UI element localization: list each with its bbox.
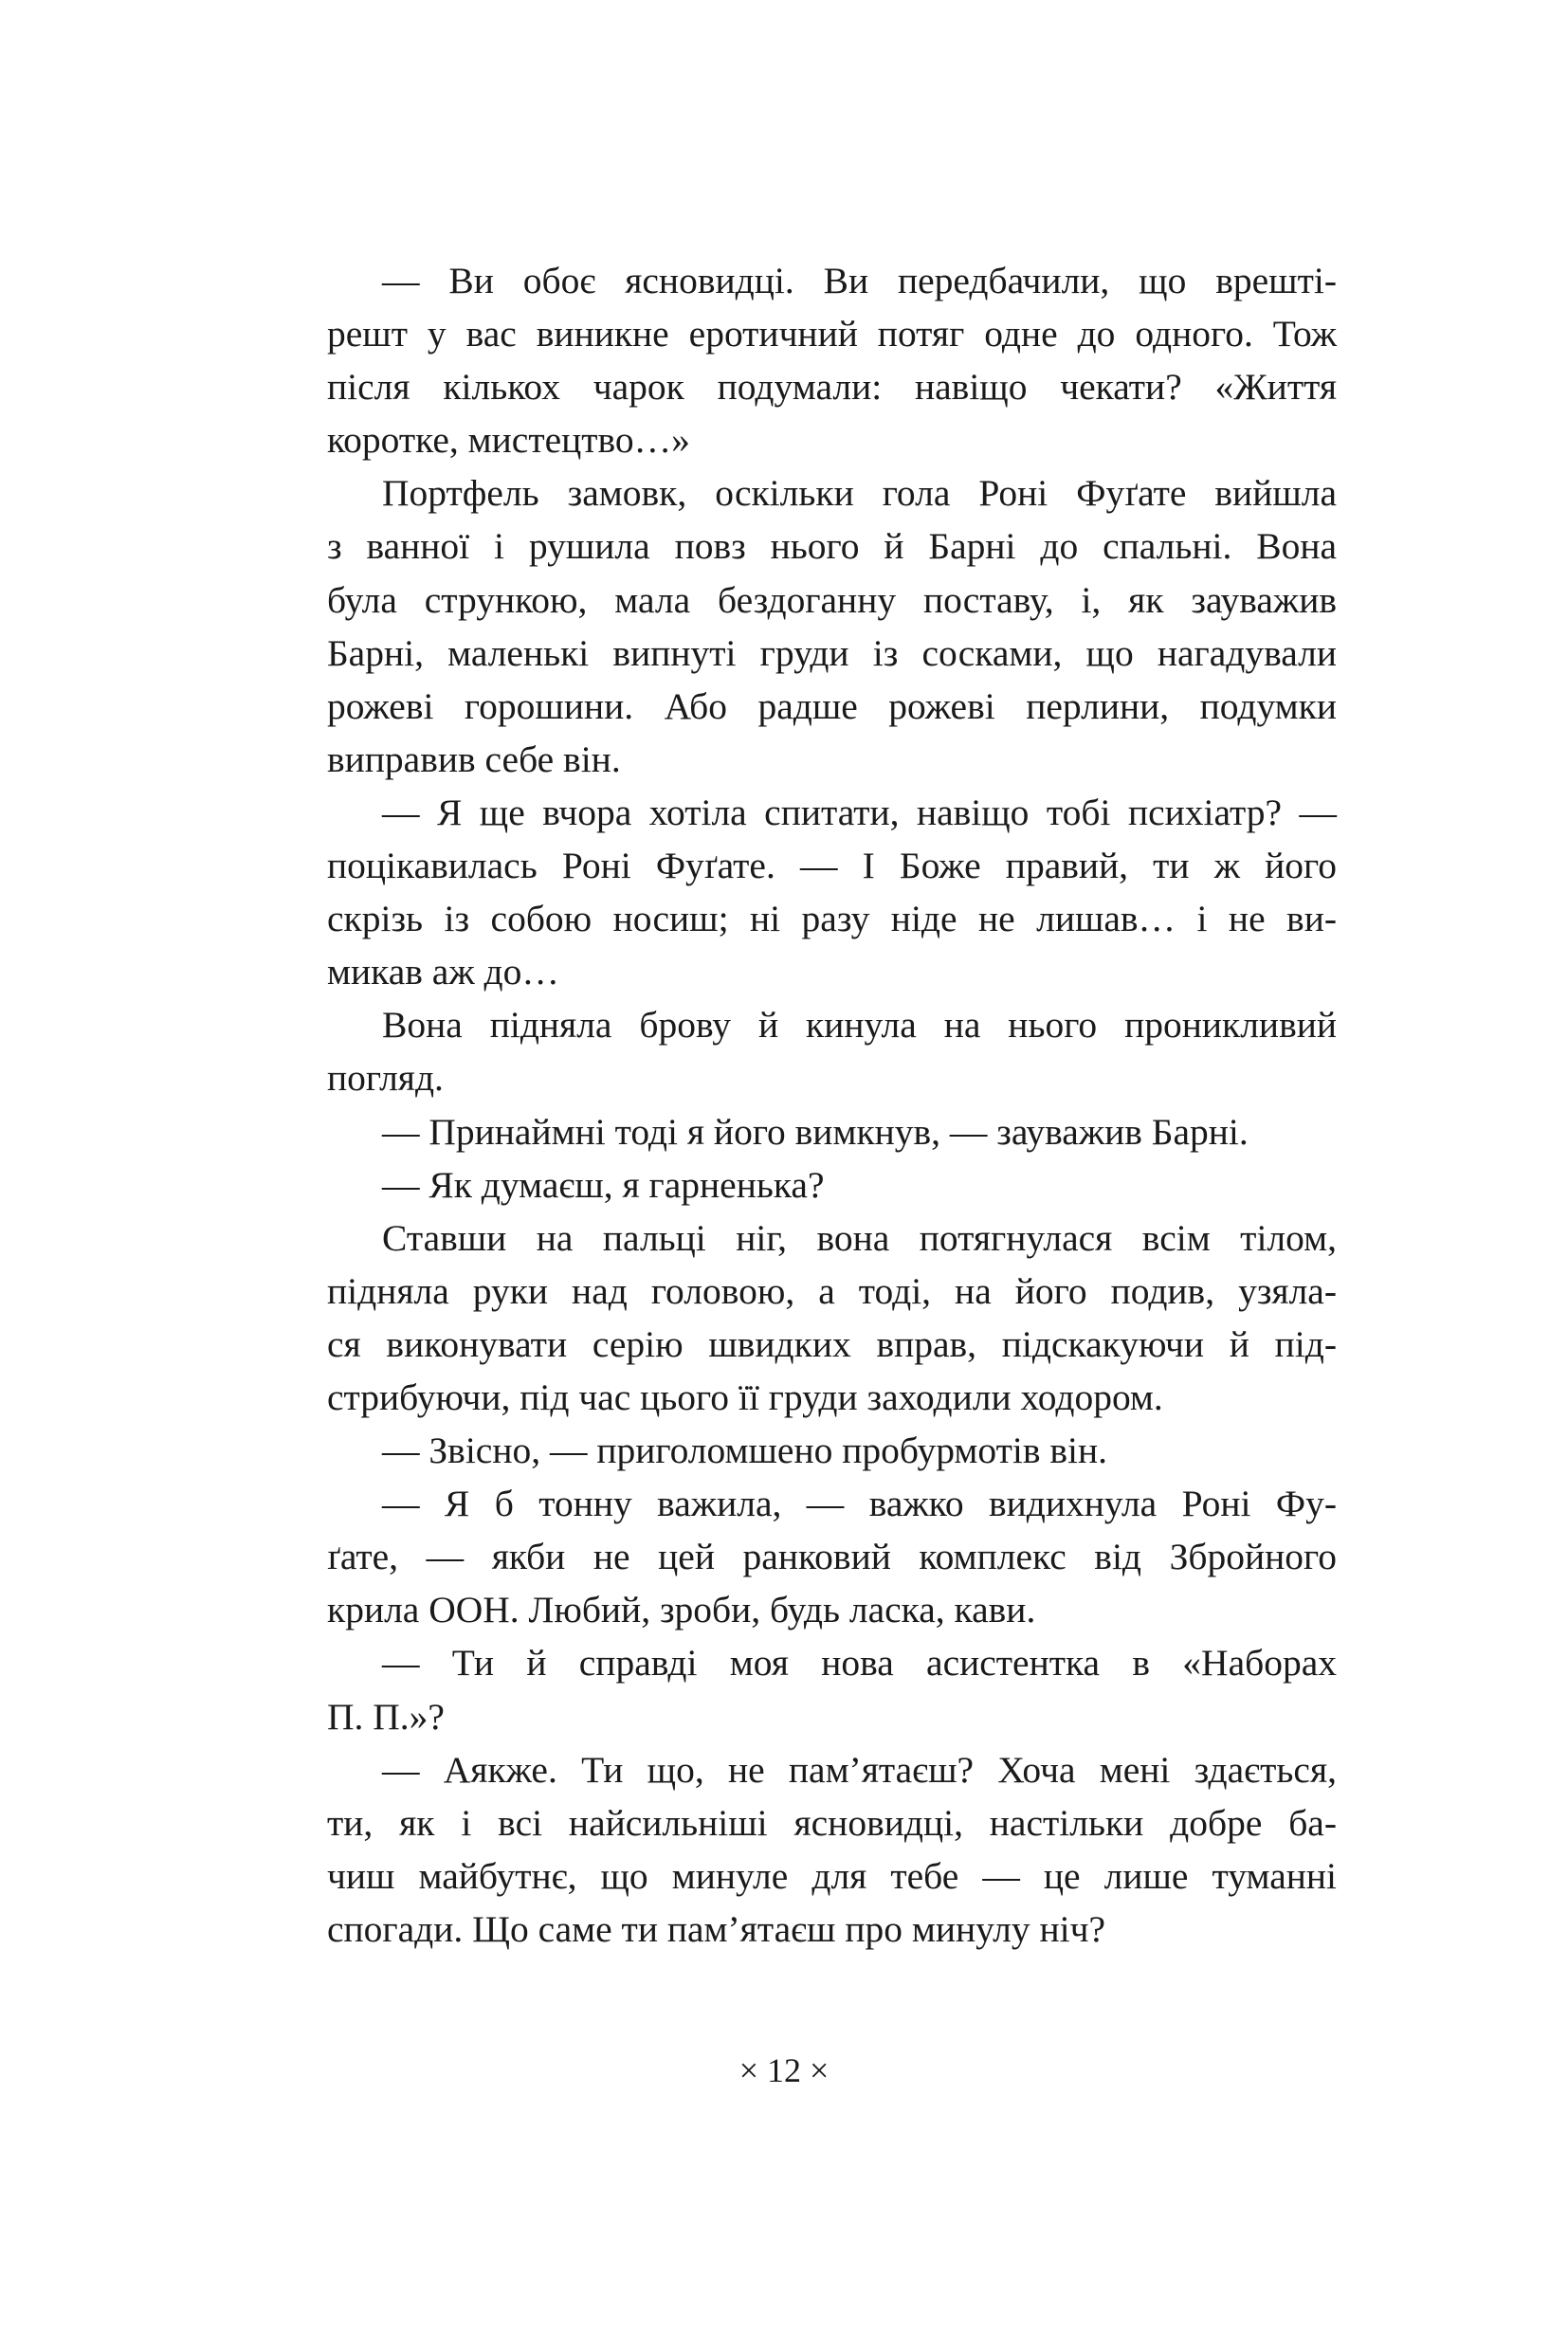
text-line: Барні, маленькі випнуті груди із сосками, що нагадували [327, 631, 1337, 674]
text-line: решт у вас виникне еротичний потяг одне до одного. Тож [327, 313, 1337, 355]
text-line: крила ООН. Любий, зроби, будь ласка, кави. [327, 1589, 1036, 1631]
text-line: микав аж до… [327, 951, 559, 993]
text-line: — Як думаєш, я гарненька? [382, 1163, 825, 1206]
text-line: погляд. [327, 1057, 444, 1100]
text-line: — Ти й справді моя нова асистентка в «Наборах [382, 1642, 1337, 1685]
text-line: — Я ще вчора хотіла спитати, навіщо тобі психіатр? — [382, 791, 1337, 833]
text-line: Ставши на пальці ніг, вона потягнулася всім тілом, [382, 1216, 1337, 1259]
text-line: після кількох чарок подумали: навіщо чекати? «Життя [327, 366, 1337, 409]
text-line: — Я б тонну важила, — важко видихнула Роні Фу- [382, 1483, 1337, 1525]
text-line: спогади. Що саме ти пам’ятаєш про минулу ніч? [327, 1907, 1105, 1950]
text-line: — Ви обоє ясновидці. Ви передбачили, що врешті- [382, 260, 1337, 301]
text-line: стрибуючи, під час цього її груди заходили ходором. [327, 1375, 1163, 1418]
text-line: скрізь із собою носиш; ні разу ніде не лишав… і не ви- [327, 898, 1337, 940]
text-line: — Принаймні тоді я його вимкнув, — зауважив Барні. [382, 1110, 1249, 1153]
body-text [327, 254, 1337, 1956]
text-line: Вона підняла брову й кинула на нього проникливий [382, 1004, 1337, 1047]
text-line: виправив себе він. [327, 738, 621, 780]
text-line: чиш майбутнє, що минуле для тебе — це лише туманні [327, 1854, 1337, 1897]
text-line: підняла руки над головою, а тоді, на його подив, узяла- [327, 1269, 1337, 1312]
text-line: П. П.»? [327, 1695, 445, 1738]
text-line: ти, як і всі найсильніші ясновидці, настільки добре ба- [327, 1801, 1337, 1844]
text-line: — Аякже. Ти що, не пам’ятаєш? Хоча мені здається, [382, 1748, 1337, 1791]
text-line: поцікавилась Роні Фуґате. — І Боже правий, ти ж його [327, 845, 1337, 887]
text-line: була стрункою, мала бездоганну поставу, і, як зауважив [327, 578, 1337, 621]
text-line: коротке, мистецтво…» [327, 419, 690, 462]
text-line: ґате, — якби не цей ранковий комплекс від Збройного [327, 1536, 1337, 1578]
text-line: ся виконувати серію швидких вправ, підскакуючи й під- [327, 1322, 1337, 1365]
page-number: × 12 × [738, 2051, 830, 2089]
text-line: з ванної і рушила повз нього й Барні до спальні. Вона [327, 525, 1337, 568]
text-line: рожеві горошини. Або радше рожеві перлини, подумки [327, 684, 1337, 727]
text-line: — Звісно, — приголомшено пробурмотів він. [382, 1430, 1107, 1472]
text-line: Портфель замовк, оскільки гола Роні Фуґате вийшла [382, 472, 1337, 515]
